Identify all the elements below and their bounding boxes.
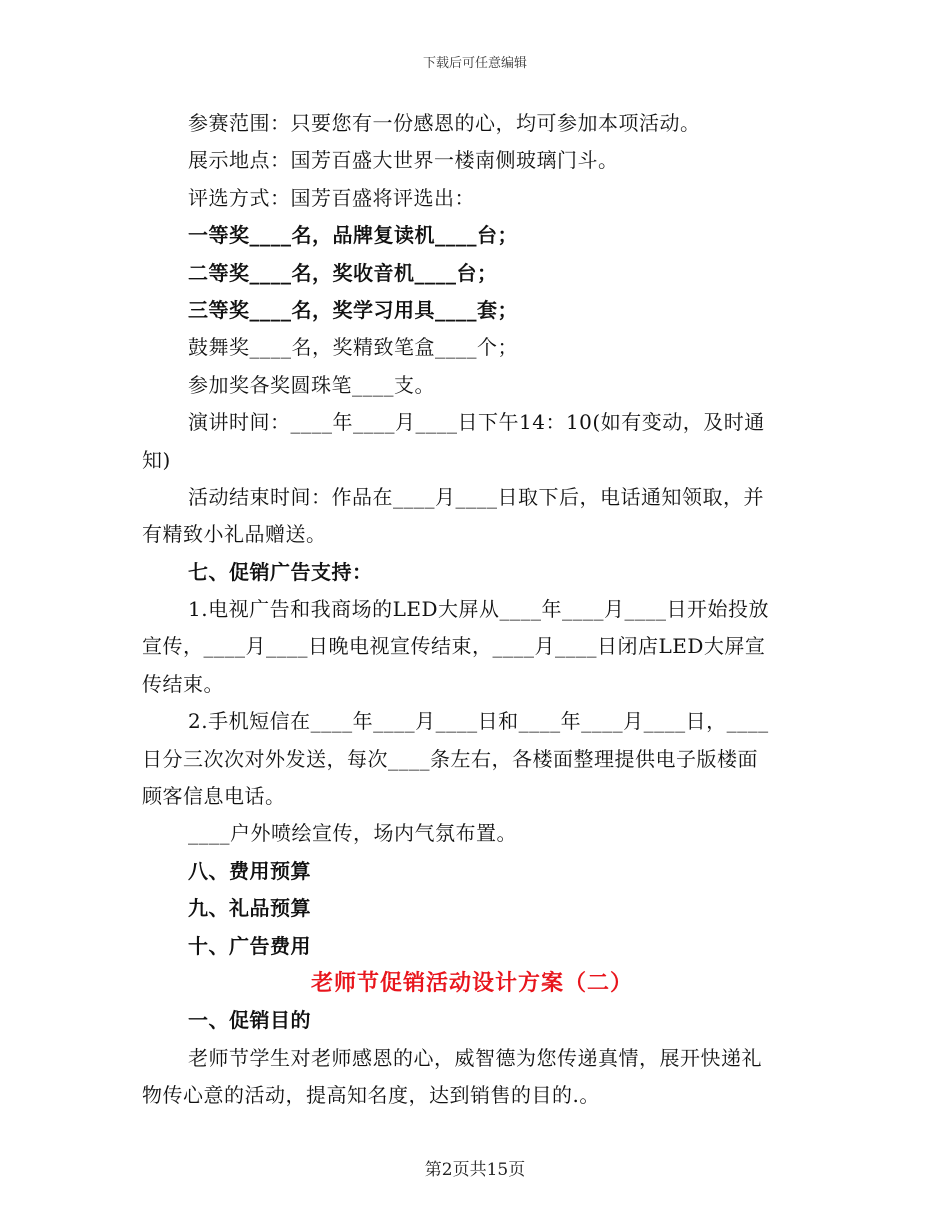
plan-title: 老师节促销活动设计方案（二） — [310, 969, 633, 996]
speech-time: 演讲时间：____年____月____日下午14：10(如有变动，及时通 — [188, 410, 765, 435]
purpose-paragraph-cont: 物传心意的活动，提高知名度，达到销售的目的.。 — [142, 1083, 600, 1108]
entry-scope: 参赛范围：只要您有一份感恩的心，均可参加本项活动。 — [188, 111, 701, 135]
ad-item-1: 1.电视广告和我商场的LED大屏从____年____月____日开始投放 — [188, 597, 769, 622]
page-header: 下载后可任意编辑 — [422, 56, 527, 71]
encouragement-prize: 鼓舞奖____名，奖精致笔盒____个； — [188, 335, 518, 360]
end-time-cont: 有精致小礼品赠送。 — [142, 522, 327, 547]
section-heading-7: 七、促销广告支持： — [188, 559, 373, 584]
end-time: 活动结束时间：作品在____月____日取下后，电话通知领取，并 — [188, 484, 764, 509]
section-heading-9: 九、礼品预算 — [188, 896, 311, 921]
page-footer: 第2页共15页 — [424, 1160, 526, 1180]
ad-item-2-cont-a: 日分三次次对外发送，每次____条左右，各楼面整理提供电子版楼面 — [142, 746, 758, 771]
selection-method: 评选方式：国芳百盛将评选出： — [188, 185, 475, 210]
ad-item-1-cont-a: 宣传，____月____日晚电视宣传结束，____月____日闭店LED大屏宣 — [142, 634, 766, 659]
display-location: 展示地点：国芳百盛大世界一楼南侧玻璃门斗。 — [188, 148, 619, 173]
speech-time-cont: 知) — [142, 447, 171, 472]
ad-item-2-cont-b: 顾客信息电话。 — [142, 784, 286, 809]
section-heading-10: 十、广告费用 — [188, 933, 311, 958]
outdoor-ads: ____户外喷绘宣传，场内气氛布置。 — [188, 821, 517, 846]
document-body — [142, 105, 802, 1115]
ad-item-2: 2.手机短信在____年____月____日和____年____月____日，____ — [188, 709, 769, 734]
section-heading-1: 一、促销目的 — [188, 1008, 311, 1033]
purpose-paragraph: 老师节学生对老师感恩的心，威智德为您传递真情，展开快递礼 — [188, 1045, 762, 1070]
participation-prize: 参加奖各奖圆珠笔____支。 — [188, 372, 435, 397]
ad-item-1-cont-b: 传结束。 — [142, 671, 224, 696]
section-heading-8: 八、费用预算 — [188, 858, 311, 883]
third-prize: 三等奖____名，奖学习用具____套； — [188, 297, 518, 322]
second-prize: 二等奖____名，奖收音机____台； — [188, 260, 498, 285]
first-prize: 一等奖____名，品牌复读机____台； — [188, 223, 518, 248]
